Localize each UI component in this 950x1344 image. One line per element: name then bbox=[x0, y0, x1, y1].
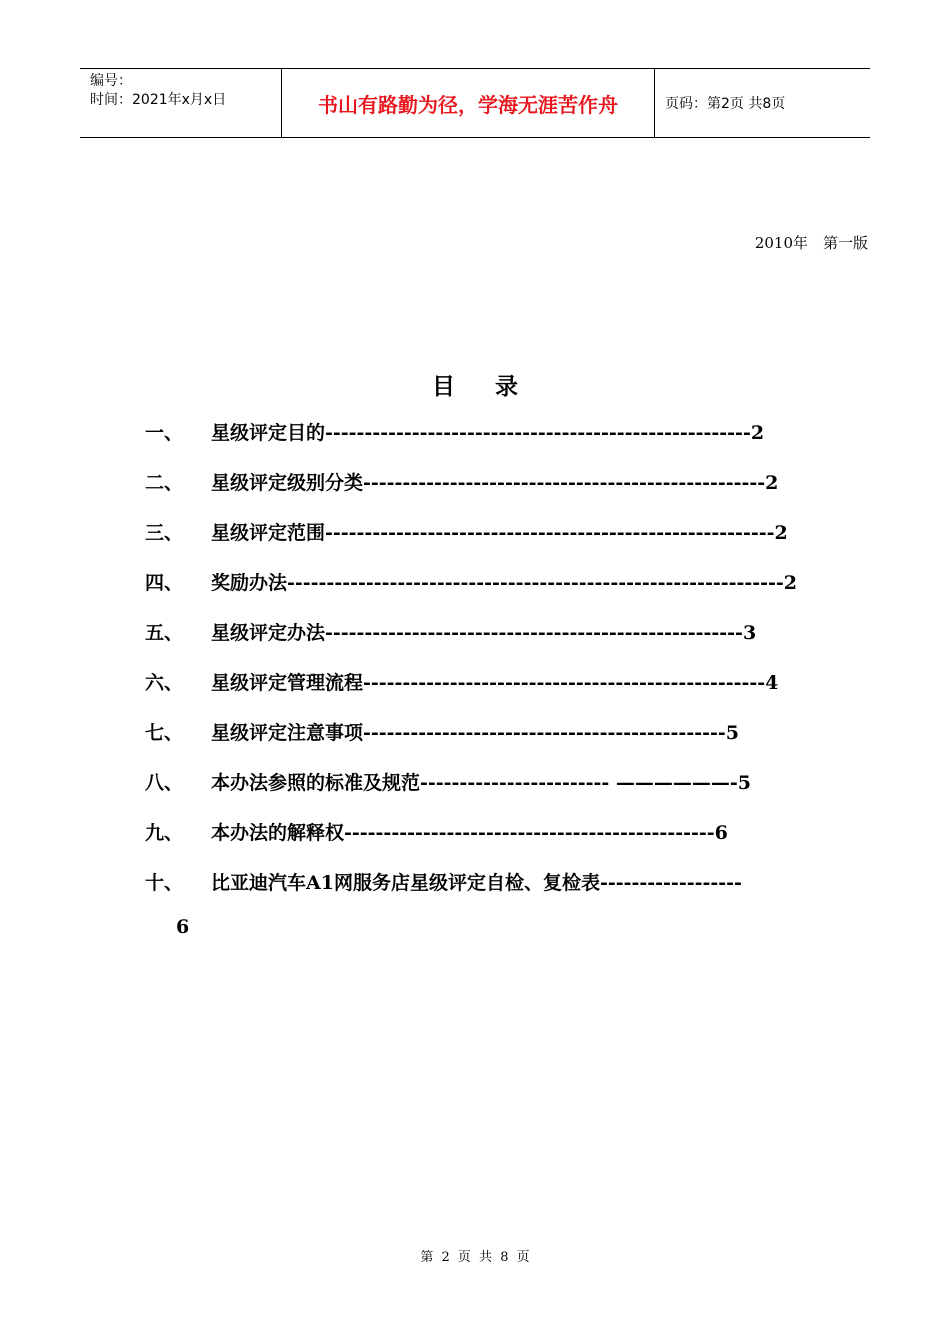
toc-text: 星级评定办法-----------------------------------------------------3 bbox=[211, 622, 757, 644]
toc-text: 星级评定级别分类---------------------------------------------------2 bbox=[211, 472, 779, 494]
page-footer: 第 2 页 共 8 页 bbox=[420, 1250, 530, 1265]
header-page-info: 页码：第2页 共8页 bbox=[665, 96, 786, 112]
table-of-contents bbox=[145, 418, 825, 918]
toc-text: 比亚迪汽车A1网服务店星级评定自检、复检表------------------ bbox=[211, 872, 742, 894]
toc-text: 本办法参照的标准及规范------------------------ ——————-5 bbox=[211, 772, 751, 794]
toc-item[interactable] bbox=[145, 468, 825, 518]
toc-item[interactable] bbox=[145, 618, 825, 668]
toc-number: 二、 bbox=[145, 472, 184, 494]
toc-item[interactable] bbox=[145, 718, 825, 768]
toc-item[interactable] bbox=[145, 818, 825, 868]
toc-number: 四、 bbox=[145, 572, 184, 594]
toc-text: 星级评定管理流程---------------------------------------------------4 bbox=[211, 672, 779, 694]
toc-text: 星级评定目的------------------------------------------------------2 bbox=[211, 422, 765, 444]
toc-item[interactable] bbox=[145, 568, 825, 618]
time-label: 时间：2021年x月x日 bbox=[90, 92, 227, 108]
page-header bbox=[80, 68, 870, 138]
header-motto: 书山有路勤为径，学海无涯苦作舟 bbox=[282, 69, 655, 137]
number-label: 编号： bbox=[90, 73, 132, 89]
toc-item[interactable] bbox=[145, 418, 825, 468]
toc-text: 星级评定注意事项----------------------------------------------5 bbox=[211, 722, 739, 744]
toc-last-page-number: 6 bbox=[176, 916, 190, 938]
toc-item[interactable] bbox=[145, 518, 825, 568]
toc-item[interactable] bbox=[145, 668, 825, 718]
toc-number: 五、 bbox=[145, 622, 184, 644]
toc-text: 本办法的解释权-----------------------------------------------6 bbox=[211, 822, 728, 844]
header-meta bbox=[80, 69, 282, 137]
toc-number: 九、 bbox=[145, 822, 184, 844]
toc-item[interactable] bbox=[145, 868, 825, 918]
toc-title: 目录 bbox=[432, 373, 558, 400]
toc-item[interactable] bbox=[145, 768, 825, 818]
toc-number: 八、 bbox=[145, 772, 184, 794]
edition-label: 2010年 第一版 bbox=[754, 234, 868, 252]
toc-number: 六、 bbox=[145, 672, 184, 694]
toc-number: 一、 bbox=[145, 422, 184, 444]
toc-text: 奖励办法---------------------------------------------------------------2 bbox=[211, 572, 798, 594]
toc-number: 三、 bbox=[145, 522, 184, 544]
toc-number: 十、 bbox=[145, 872, 184, 894]
toc-number: 七、 bbox=[145, 722, 184, 744]
toc-text: 星级评定范围---------------------------------------------------------2 bbox=[211, 522, 788, 544]
